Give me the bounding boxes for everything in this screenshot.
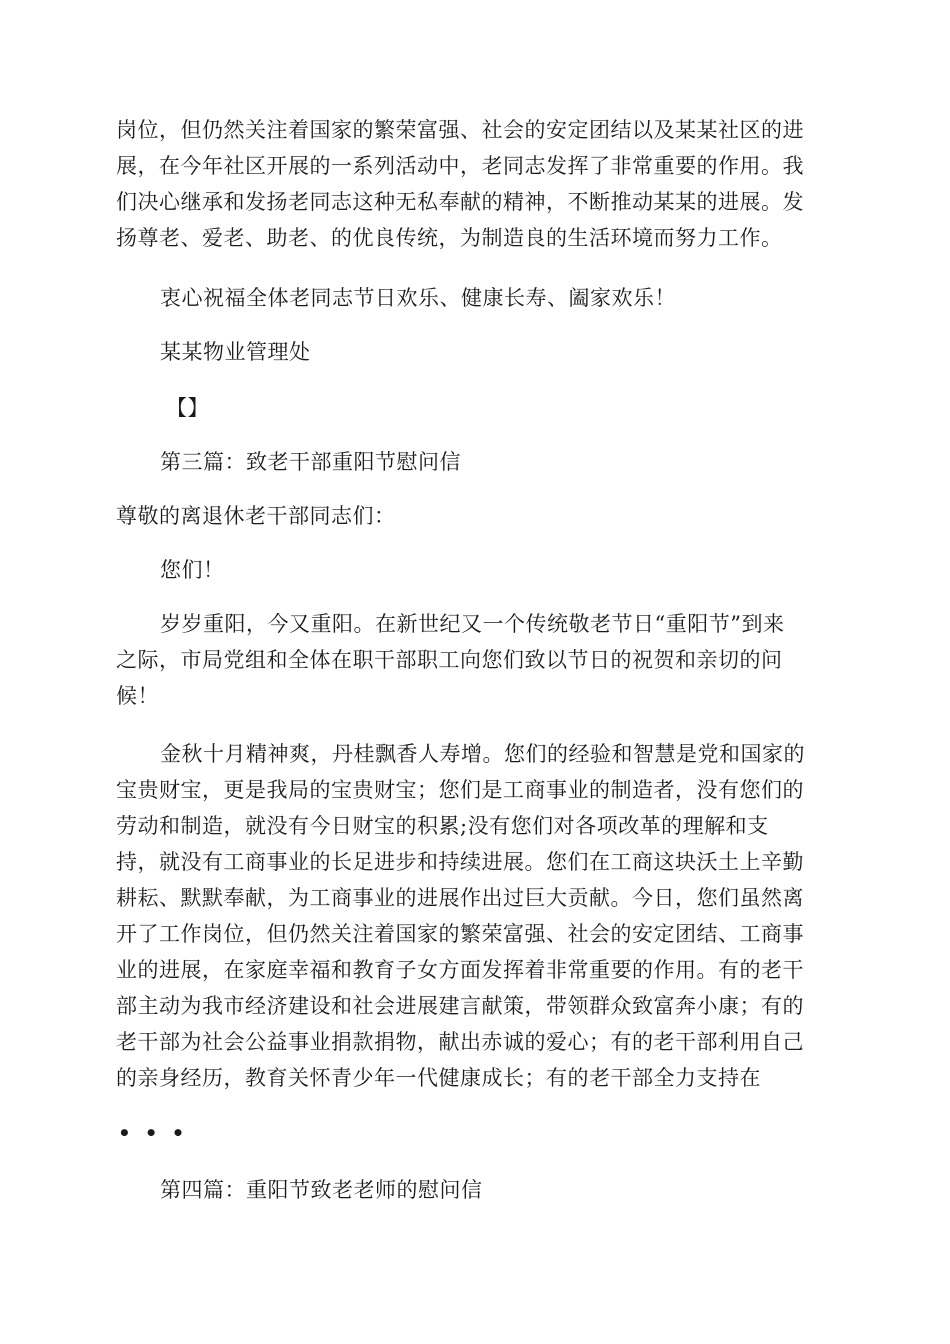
- signature: 某某物业管理处: [160, 340, 311, 364]
- text-line: 金秋十月精神爽，丹桂飘香人寿增。您们的经验和智慧是党和国家的: [160, 742, 805, 766]
- text-line: 宝贵财宝，更是我局的宝贵财宝；您们是工商事业的制造者，没有您们的: [116, 778, 804, 802]
- text-line: 岁岁重阳，今又重阳。在新世纪又一个传统敬老节日“重阳节”到来: [160, 612, 785, 636]
- text-line: 部主动为我市经济建设和社会进展建言献策，带领群众致富奔小康；有的: [116, 994, 804, 1018]
- paragraph-chongyang: [116, 606, 836, 714]
- text-line: 们决心继承和发扬老同志这种无私奉献的精神，不断推动某某的进展。发: [116, 190, 804, 214]
- text-line: 扬尊老、爱老、助老、的优良传统，为制造良的生活环境而努力工作。: [116, 226, 783, 250]
- paragraph-golden-autumn: [116, 736, 836, 1096]
- text-line: 开了工作岗位，但仍然关注着国家的繁荣富强、社会的安定团结、工商事: [116, 922, 804, 946]
- text-line: 持，就没有工商事业的长足进步和持续进展。您们在工商这块沃土上辛勤: [116, 850, 804, 874]
- greeting: 您们！: [160, 558, 225, 582]
- paragraph-community: [116, 112, 836, 256]
- text-line: 业的进展，在家庭幸福和教育子女方面发挥着非常重要的作用。有的老干: [116, 958, 804, 982]
- text-line: 岗位，但仍然关注着国家的繁荣富强、社会的安定团结以及某某社区的进: [116, 118, 804, 142]
- text-line: 老干部为社会公益事业捐款捐物，献出赤诚的爱心；有的老干部利用自己: [116, 1030, 804, 1054]
- text-line: 之际，市局党组和全体在职干部职工向您们致以节日的祝贺和亲切的问: [116, 648, 783, 672]
- text-line: 的亲身经历，教育关怀青少年一代健康成长；有的老干部全力支持在: [116, 1066, 761, 1090]
- brackets: 【】: [166, 396, 209, 420]
- section-title-4: 第四篇：重阳节致老老师的慰问信: [160, 1178, 483, 1202]
- salutation: 尊敬的离退休老干部同志们：: [116, 504, 396, 528]
- text-line: 劳动和制造，就没有今日财宝的积累;没有您们对各项改革的理解和支: [116, 814, 769, 838]
- text-line: 耕耘、默默奉献，为工商事业的进展作出过巨大贡献。今日，您们虽然离: [116, 886, 804, 910]
- text-line: 展，在今年社区开展的一系列活动中，老同志发挥了非常重要的作用。我: [116, 154, 804, 178]
- ellipsis-dots: •••: [118, 1121, 199, 1145]
- blessing-line: 衷心祝福全体老同志节日欢乐、健康长寿、阖家欢乐！: [160, 286, 676, 310]
- section-title-3: 第三篇：致老干部重阳节慰问信: [160, 450, 461, 474]
- text-line: 候！: [116, 684, 159, 708]
